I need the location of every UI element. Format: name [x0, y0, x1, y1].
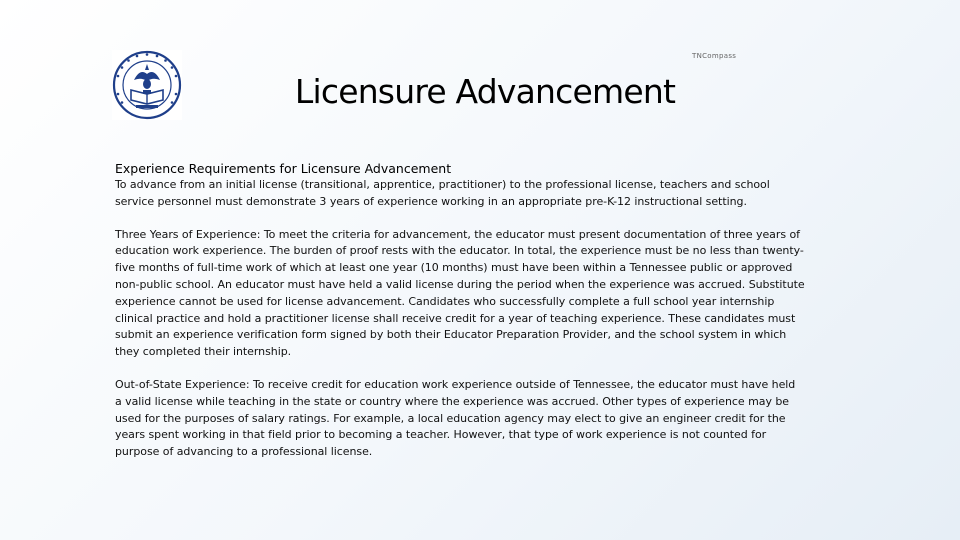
paragraph-intro: To advance from an initial license (transitional, apprentice, practitioner) to the professional license, teachers and school service personnel must demonstrate 3 years of experience working in an appropriate pre-K-12 instructional setting.	[115, 178, 770, 208]
paragraph-three-years: Three Years of Experience: To meet the criteria for advancement, the educator must present documentation of three years of education work experience. The burden of proof rests with the educator. In total, the experience must be no less than twenty-five months of full-time work of which at least one year (10 months) must have been within a Tennessee public or approved non-public school. An educator must have held a valid license during the period when the experience was accrued. Substitute experience cannot be used for license advancement. Candidates who successfully complete a full school year internship clinical practice and hold a practitioner license shall receive credit for a year of teaching experience. These candidates must submit an experience verification form signed by both their Educator Preparation Provider, and the school system in which they completed their internship.	[115, 227, 805, 359]
section-heading: Experience Requirements for Licensure Advancement	[115, 161, 452, 176]
state-board-seal-icon	[112, 50, 182, 120]
document-body	[115, 160, 805, 477]
page-title: Licensure Advancement	[294, 72, 676, 111]
state-board-seal-logo	[112, 50, 182, 120]
brand-label: TNCompass	[692, 52, 737, 60]
paragraph-out-of-state: Out-of-State Experience: To receive credit for education work experience outside of Tennessee, the educator must have held a valid license while teaching in the state or country where the experience was accrued. Other types of experience may be used for the purposes of salary ratings. For example, a local education agency may elect to give an engineer credit for the years spent working in that field prior to becoming a teacher. However, that type of work experience is not counted for purpose of advancing to a professional license.	[115, 377, 796, 459]
